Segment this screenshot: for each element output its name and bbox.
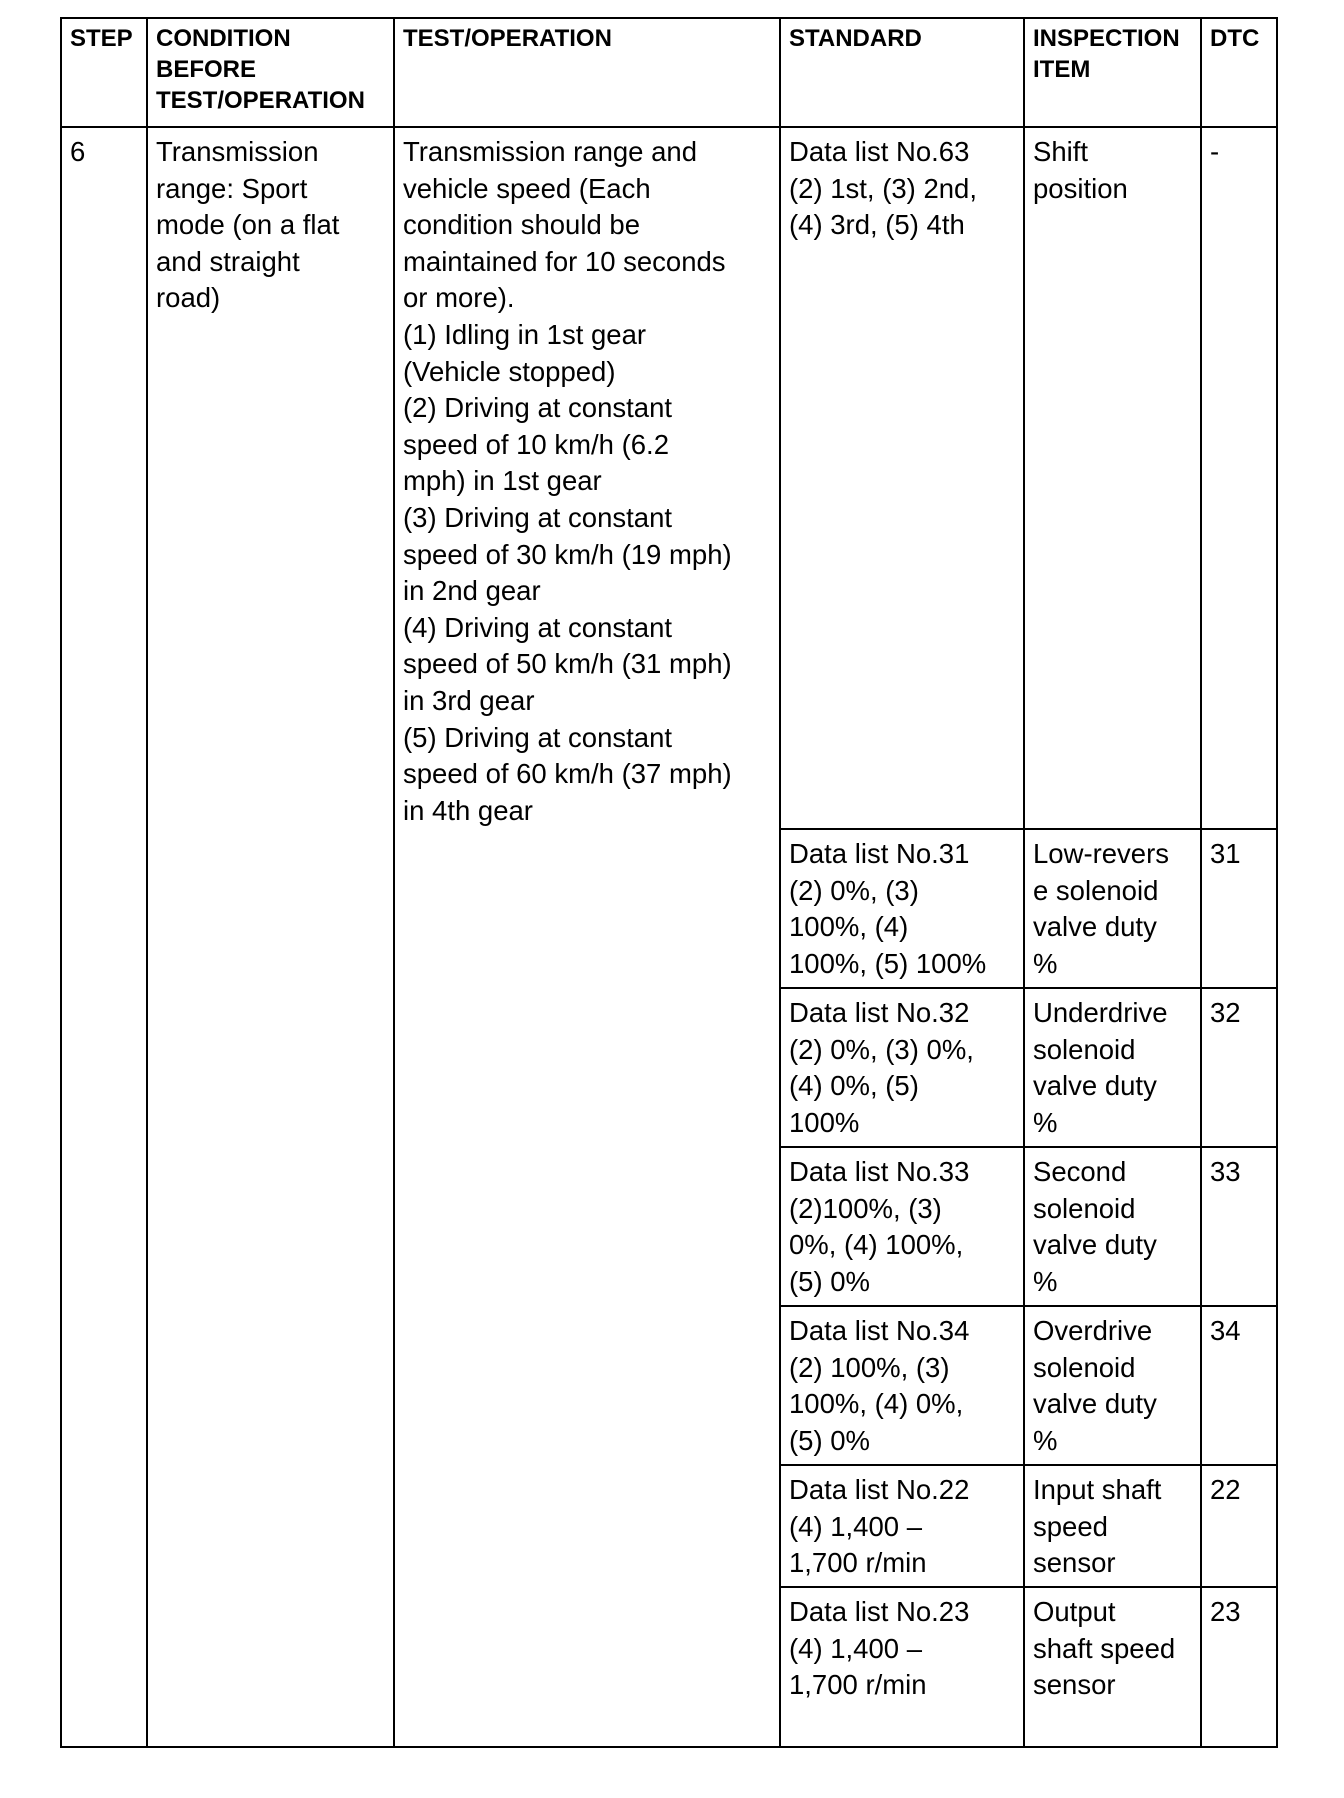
standard-cell: Data list No.22 (4) 1,400 – 1,700 r/min [780,1465,1024,1587]
test-operation-cell: Transmission range and vehicle speed (Each condition should be maintained for 10 seconds or more). (1) Idling in 1st gear (Vehicle stopped) (2) Driving at constant speed of 10 km/h (6.2 mph) in 1st gear (3) Driving at constant speed of 30 km/h (19 mph) in 2nd gear (4) Driving at constant speed of 50 km/h (31 mph) in 3rd gear (5) Driving at constant speed of 60 km/h (37 mph) in 4th gear [394,127,780,1747]
header-row [61,18,1277,127]
standard-cell: Data list No.31 (2) 0%, (3) 100%, (4) 100%, (5) 100% [780,829,1024,988]
dtc-cell: 34 [1201,1306,1277,1465]
inspection-item-cell: Overdrive solenoid valve duty % [1024,1306,1201,1465]
step-cell: 6 [61,127,147,1747]
inspection-item-cell: Underdrive solenoid valve duty % [1024,988,1201,1147]
dtc-cell: 22 [1201,1465,1277,1587]
dtc-cell: 33 [1201,1147,1277,1306]
dtc-cell: 32 [1201,988,1277,1147]
standard-cell: Data list No.34 (2) 100%, (3) 100%, (4) 0%, (5) 0% [780,1306,1024,1465]
header-step: STEP [61,18,147,127]
inspection-item-cell: Second solenoid valve duty % [1024,1147,1201,1306]
standard-cell: Data list No.23 (4) 1,400 – 1,700 r/min [780,1587,1024,1747]
table-row [61,127,1277,829]
inspection-table [60,17,1278,1748]
header-test-operation: TEST/OPERATION [394,18,780,127]
inspection-item-cell: Low-revers e solenoid valve duty % [1024,829,1201,988]
inspection-item-cell: Input shaft speed sensor [1024,1465,1201,1587]
condition-cell: Transmission range: Sport mode (on a flat and straight road) [147,127,394,1747]
header-dtc: DTC [1201,18,1277,127]
dtc-cell: - [1201,127,1277,829]
header-inspection-item: INSPECTION ITEM [1024,18,1201,127]
standard-cell: Data list No.32 (2) 0%, (3) 0%, (4) 0%, (5) 100% [780,988,1024,1147]
dtc-cell: 31 [1201,829,1277,988]
standard-cell: Data list No.33 (2)100%, (3) 0%, (4) 100%, (5) 0% [780,1147,1024,1306]
inspection-item-cell: Output shaft speed sensor [1024,1587,1201,1747]
dtc-cell: 23 [1201,1587,1277,1747]
inspection-item-cell: Shift position [1024,127,1201,829]
header-standard: STANDARD [780,18,1024,127]
header-condition: CONDITION BEFORE TEST/OPERATION [147,18,394,127]
standard-cell: Data list No.63 (2) 1st, (3) 2nd, (4) 3rd, (5) 4th [780,127,1024,829]
